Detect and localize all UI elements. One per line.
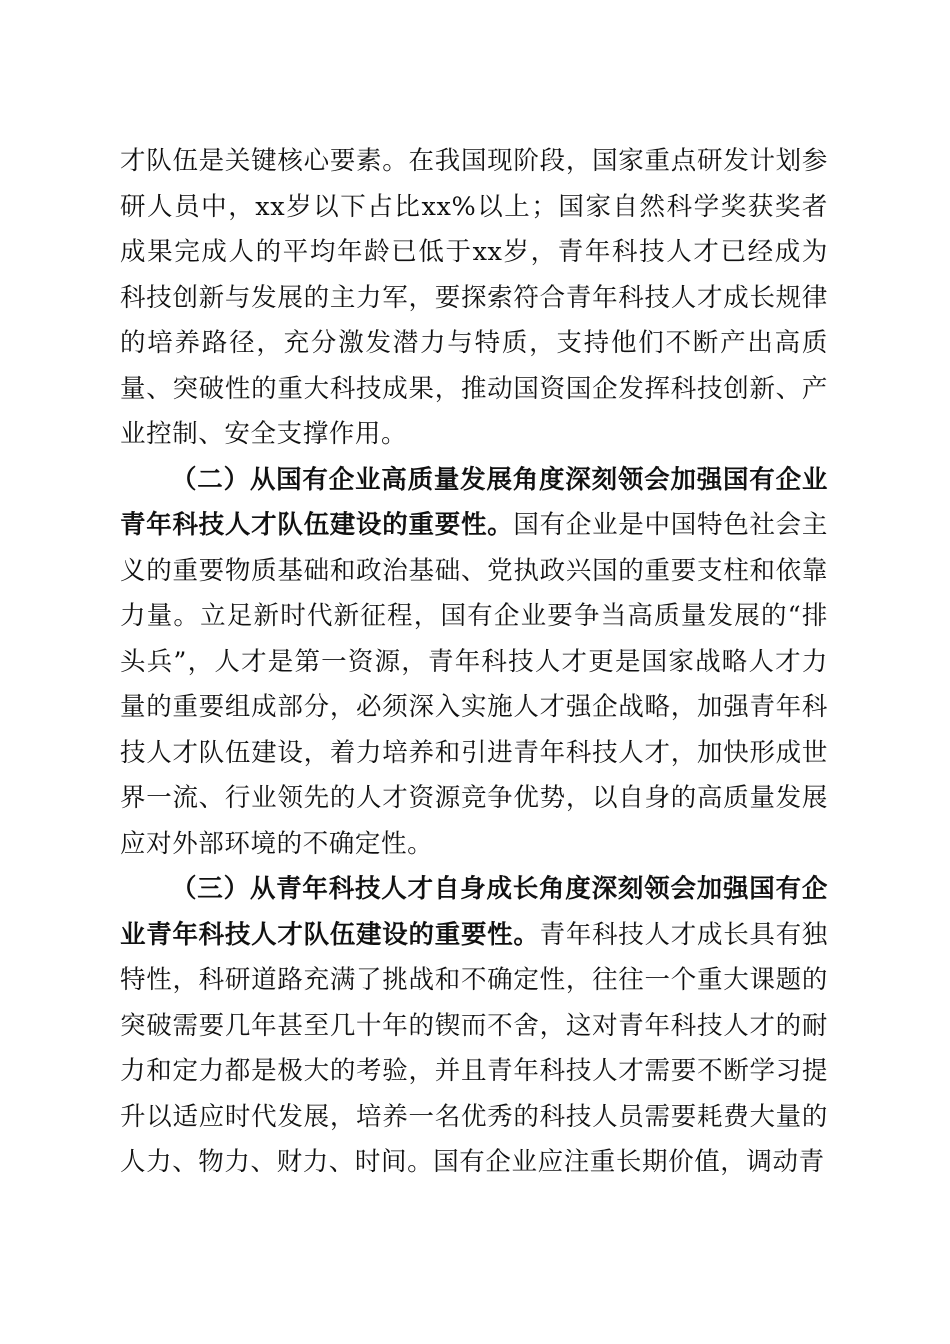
section-heading: （二）从国有企业高质量发展角度深刻领会加强国有企业青年科技人才队伍建设的重要性。 (120, 464, 828, 540)
section-heading: （三）从青年科技人才自身成长角度深刻领会加强国有企业青年科技人才队伍建设的重要性。 (120, 874, 828, 950)
document-body (120, 139, 828, 1186)
paragraph-body: 才队伍是关键核心要素。在我国现阶段，国家重点研发计划参研人员中，xx岁以下占比xx%以上；国家自然科学奖获奖者成果完成人的平均年龄已低于xx岁，青年科技人才已经成为科技创新与发展的主力军，要探索符合青年科技人才成长规律的培养路径，充分激发潜力与特质，支持他们不断产出高质量、突破性的重大科技成果，推动国资国企发挥科技创新、产业控制、安全支撑作用。 (120, 146, 828, 449)
paragraph-section-two (120, 458, 828, 868)
paragraph-section-three (120, 867, 828, 1186)
paragraph-body: 青年科技人才成长具有独特性，科研道路充满了挑战和不确定性，往往一个重大课题的突破需要几年甚至几十年的锲而不舍，这对青年科技人才的耐力和定力都是极大的考验，并且青年科技人才需要不断学习提升以适应时代发展，培养一名优秀的科技人员需要耗费大量的人力、物力、财力、时间。国有企业应注重长期价值，调动青 (120, 919, 828, 1177)
paragraph-body: 国有企业是中国特色社会主义的重要物质基础和政治基础、党执政兴国的重要支柱和依靠力量。立足新时代新征程，国有企业要争当高质量发展的“排头兵”，人才是第一资源，青年科技人才更是国家战略人才力量的重要组成部分，必须深入实施人才强企战略，加强青年科技人才队伍建设，着力培养和引进青年科技人才，加快形成世界一流、行业领先的人才资源竞争优势，以自身的高质量发展应对外部环境的不确定性。 (120, 510, 828, 859)
paragraph-continuation (120, 139, 828, 458)
